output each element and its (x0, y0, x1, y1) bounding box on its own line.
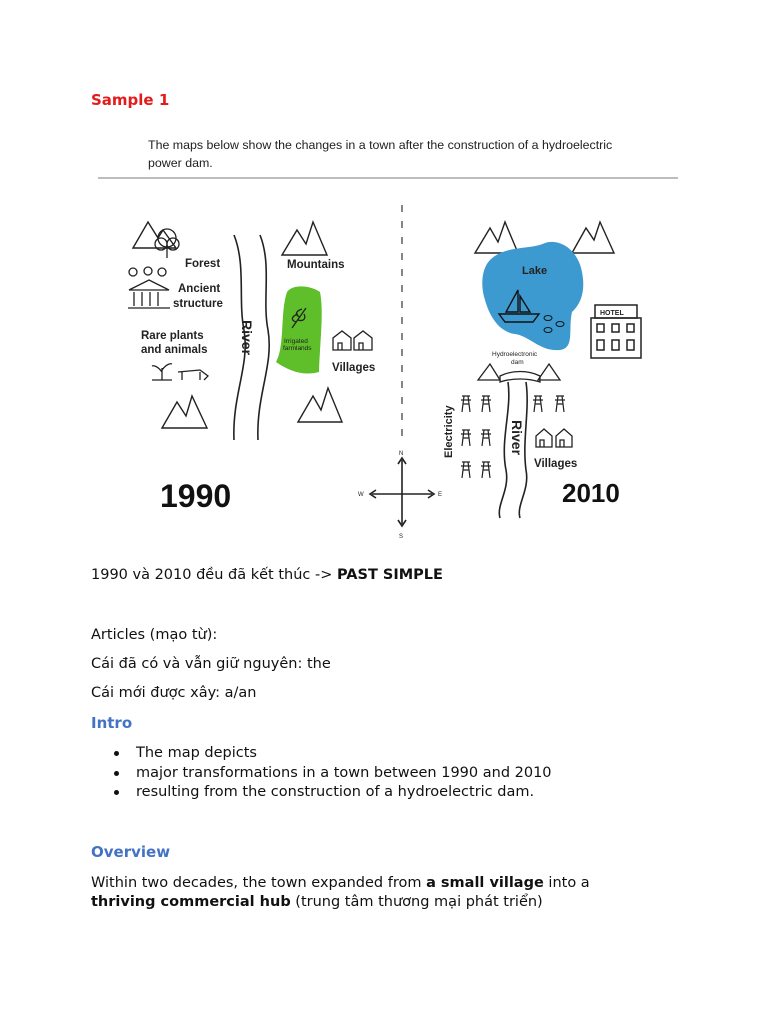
lake-area (482, 242, 583, 350)
figure-caption (148, 136, 668, 172)
label-lake: Lake (522, 265, 548, 277)
ancient-structure-icon (128, 267, 170, 308)
label-farmlands: farmlands (283, 345, 312, 352)
maps-illustration (95, 128, 685, 548)
overview-bold: thriving commercial hub (91, 894, 291, 910)
intro-bullet-list (91, 744, 552, 803)
label-villages-2010: Villages (534, 458, 578, 470)
label-hotel: HOTEL (600, 310, 624, 317)
label-river-1990: River (239, 320, 255, 356)
compass-w: W (358, 492, 364, 498)
mountain-icon (282, 222, 327, 255)
tree-icon (155, 229, 179, 258)
sample-title: Sample 1 (91, 91, 170, 109)
overview-text: into a (543, 875, 590, 891)
overview-text: (trung tâm thương mại phát triển) (290, 894, 543, 910)
compass-s: S (399, 534, 404, 540)
overview-line-2 (91, 892, 543, 912)
list-item: major transformations in a town between 1990 and 2010 (91, 764, 552, 784)
caption-line-2: power dam. (148, 156, 213, 170)
label-forest: Forest (185, 258, 221, 270)
dam-icon (478, 364, 560, 382)
overview-heading: Overview (91, 843, 171, 861)
label-irrigated: Irrigated (284, 338, 308, 345)
overview-bold: a small village (426, 875, 544, 891)
irrigated-farmland-area (276, 286, 322, 373)
village-icon (333, 331, 372, 350)
label-ancient: Ancient (178, 283, 221, 295)
mountain-icon (298, 388, 342, 422)
intro-heading: Intro (91, 714, 133, 732)
label-dam: Hydroelectronic (492, 351, 538, 358)
label-electricity: Electricity (443, 405, 455, 458)
overview-line-1 (91, 873, 590, 893)
articles-line-1: Cái đã có và vẫn giữ nguyên: the (91, 656, 331, 672)
articles-line-2: Cái mới được xây: a/an (91, 685, 257, 701)
label-structure: structure (173, 298, 223, 310)
village-icon (536, 429, 572, 447)
list-item: resulting from the construction of a hydroelectric dam. (91, 783, 552, 803)
caption-line-1: The maps below show the changes in a town after the construction of a hydroelectric (148, 138, 613, 152)
tense-line-text: 1990 và 2010 đều đã kết thúc -> (91, 567, 337, 583)
label-villages-1990: Villages (332, 362, 376, 374)
tense-line (91, 565, 443, 585)
compass-icon (370, 458, 434, 526)
label-mountains: Mountains (287, 259, 345, 271)
label-river-2010: River (509, 420, 525, 456)
label-rare-plants: Rare plants (141, 330, 204, 342)
overview-text: Within two decades, the town expanded from (91, 875, 427, 891)
plant-animal-icon (152, 364, 208, 380)
compass-n: N (399, 451, 404, 457)
year-2010: 2010 (562, 478, 620, 508)
compass-e: E (438, 492, 443, 498)
task-figure (95, 128, 685, 548)
articles-title: Articles (mạo từ): (91, 627, 218, 643)
label-dam-2: dam (511, 359, 524, 366)
tense-emphasis: PAST SIMPLE (336, 567, 443, 583)
mountain-icon (162, 396, 207, 428)
year-1990: 1990 (160, 478, 232, 514)
list-item: The map depicts (91, 744, 552, 764)
label-and-animals: and animals (141, 344, 208, 356)
